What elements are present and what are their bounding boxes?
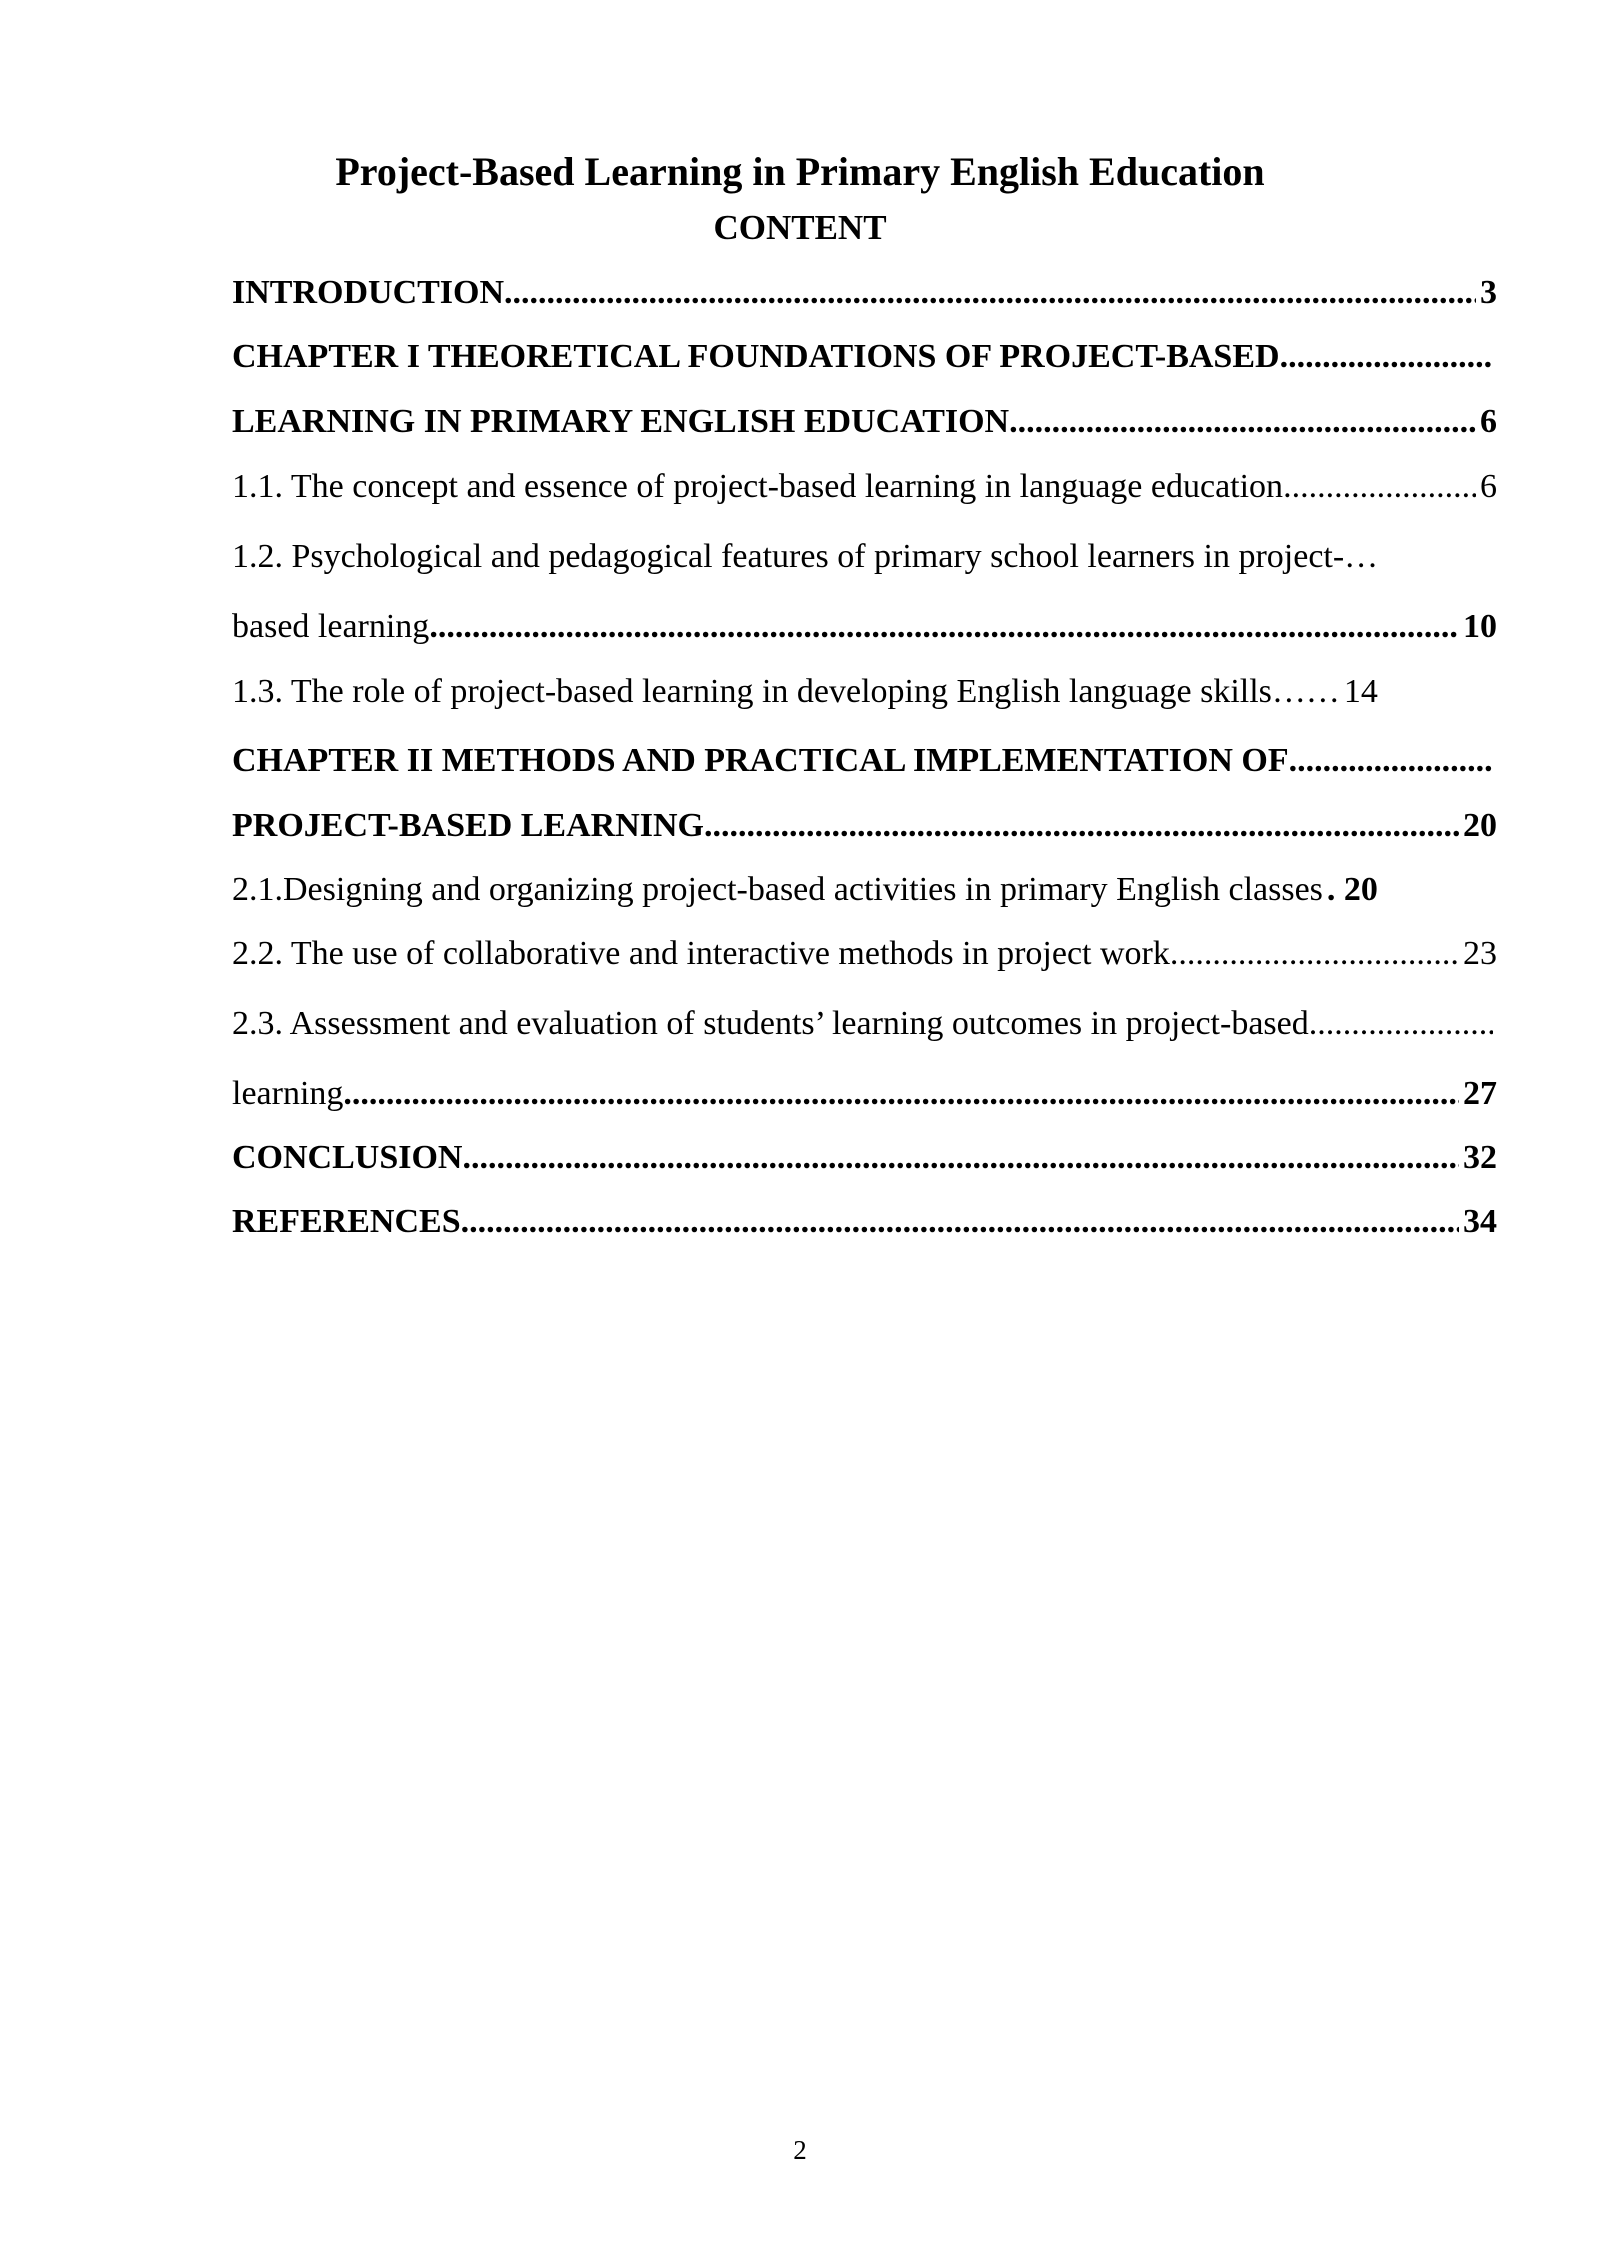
toc-entry-title: 1.2. Psychological and pedagogical features of primary school learners in project-…	[232, 538, 1379, 575]
toc-entry-introduction	[232, 276, 1497, 310]
toc-entry-page: 10	[1463, 608, 1497, 645]
toc-entry-title: 2.1.Designing and organizing project-based activities in primary English classes	[232, 871, 1323, 908]
toc-entry-2-1	[232, 873, 1497, 907]
toc-entry-chapter-1-cont	[232, 405, 1497, 439]
toc-entry-chapter-2	[232, 744, 1497, 778]
toc-leader-dots	[1289, 744, 1493, 778]
toc-leader-dots	[1009, 405, 1476, 439]
toc-entry-page: 32	[1463, 1139, 1497, 1176]
toc-leader-dots	[1280, 340, 1493, 374]
toc-entry-page: 27	[1463, 1075, 1497, 1112]
toc-entry-title: LEARNING IN PRIMARY ENGLISH EDUCATION	[232, 403, 1010, 440]
toc-entry-title: CHAPTER I THEORETICAL FOUNDATIONS OF PROJECT-BASED	[232, 338, 1280, 375]
toc-leader-dots	[504, 276, 1476, 310]
toc-entry-title: INTRODUCTION	[232, 274, 505, 311]
toc-entry-2-2	[232, 937, 1497, 971]
toc-entry-2-3-cont	[232, 1077, 1497, 1111]
toc-entry-title: 1.3. The role of project-based learning in developing English language skills……	[232, 673, 1340, 710]
toc-entry-title: 2.2. The use of collaborative and interactive methods in project work	[232, 935, 1170, 972]
toc-heading: CONTENT	[713, 208, 887, 247]
toc-leader-dots	[1170, 937, 1459, 971]
toc-entry-page: 6	[1480, 468, 1497, 505]
toc-entry-chapter-2-cont	[232, 809, 1497, 843]
toc-entry-title: CONCLUSION	[232, 1139, 463, 1176]
toc-entry-title: based learning	[232, 608, 430, 645]
toc-leader-dots	[461, 1205, 1459, 1239]
toc-entry-title: PROJECT-BASED LEARNING	[232, 807, 704, 844]
toc-entry-title: 2.3. Assessment and evaluation of students’ learning outcomes in project-based	[232, 1005, 1309, 1042]
toc-entry-chapter-1	[232, 340, 1497, 374]
toc-entry-1-3	[232, 675, 1497, 709]
toc-entry-conclusion	[232, 1141, 1497, 1175]
toc-entry-1-2	[232, 540, 1497, 574]
toc-entry-title: 1.1. The concept and essence of project-based learning in language education	[232, 468, 1284, 505]
toc-leader-dots	[343, 1077, 1459, 1111]
page-number: 2	[793, 2135, 807, 2165]
toc-entry-1-1	[232, 470, 1497, 504]
toc-leader-dots	[462, 1141, 1459, 1175]
toc-entry-title: learning	[232, 1075, 344, 1112]
toc-entry-page: . 20	[1326, 871, 1378, 908]
toc-leader-dots	[429, 610, 1459, 644]
toc-entry-title: REFERENCES	[232, 1203, 461, 1240]
toc-entry-1-2-cont	[232, 610, 1497, 644]
toc-entry-page: 14	[1343, 673, 1378, 710]
toc-entry-references	[232, 1205, 1497, 1239]
toc-entry-title: CHAPTER II METHODS AND PRACTICAL IMPLEMENTATION OF	[232, 742, 1289, 779]
toc-leader-dots	[1283, 470, 1476, 504]
toc-leader-dots	[704, 809, 1459, 843]
toc-leader-dots	[1309, 1007, 1493, 1041]
toc-entry-page: 6	[1480, 403, 1497, 440]
toc-entry-page: 3	[1480, 274, 1497, 311]
toc-entry-page: 23	[1463, 935, 1497, 972]
toc-entry-page: 20	[1463, 807, 1497, 844]
toc-entry-2-3	[232, 1007, 1497, 1041]
toc-entry-page: 34	[1463, 1203, 1497, 1240]
document-title: Project-Based Learning in Primary English Education	[335, 149, 1265, 194]
